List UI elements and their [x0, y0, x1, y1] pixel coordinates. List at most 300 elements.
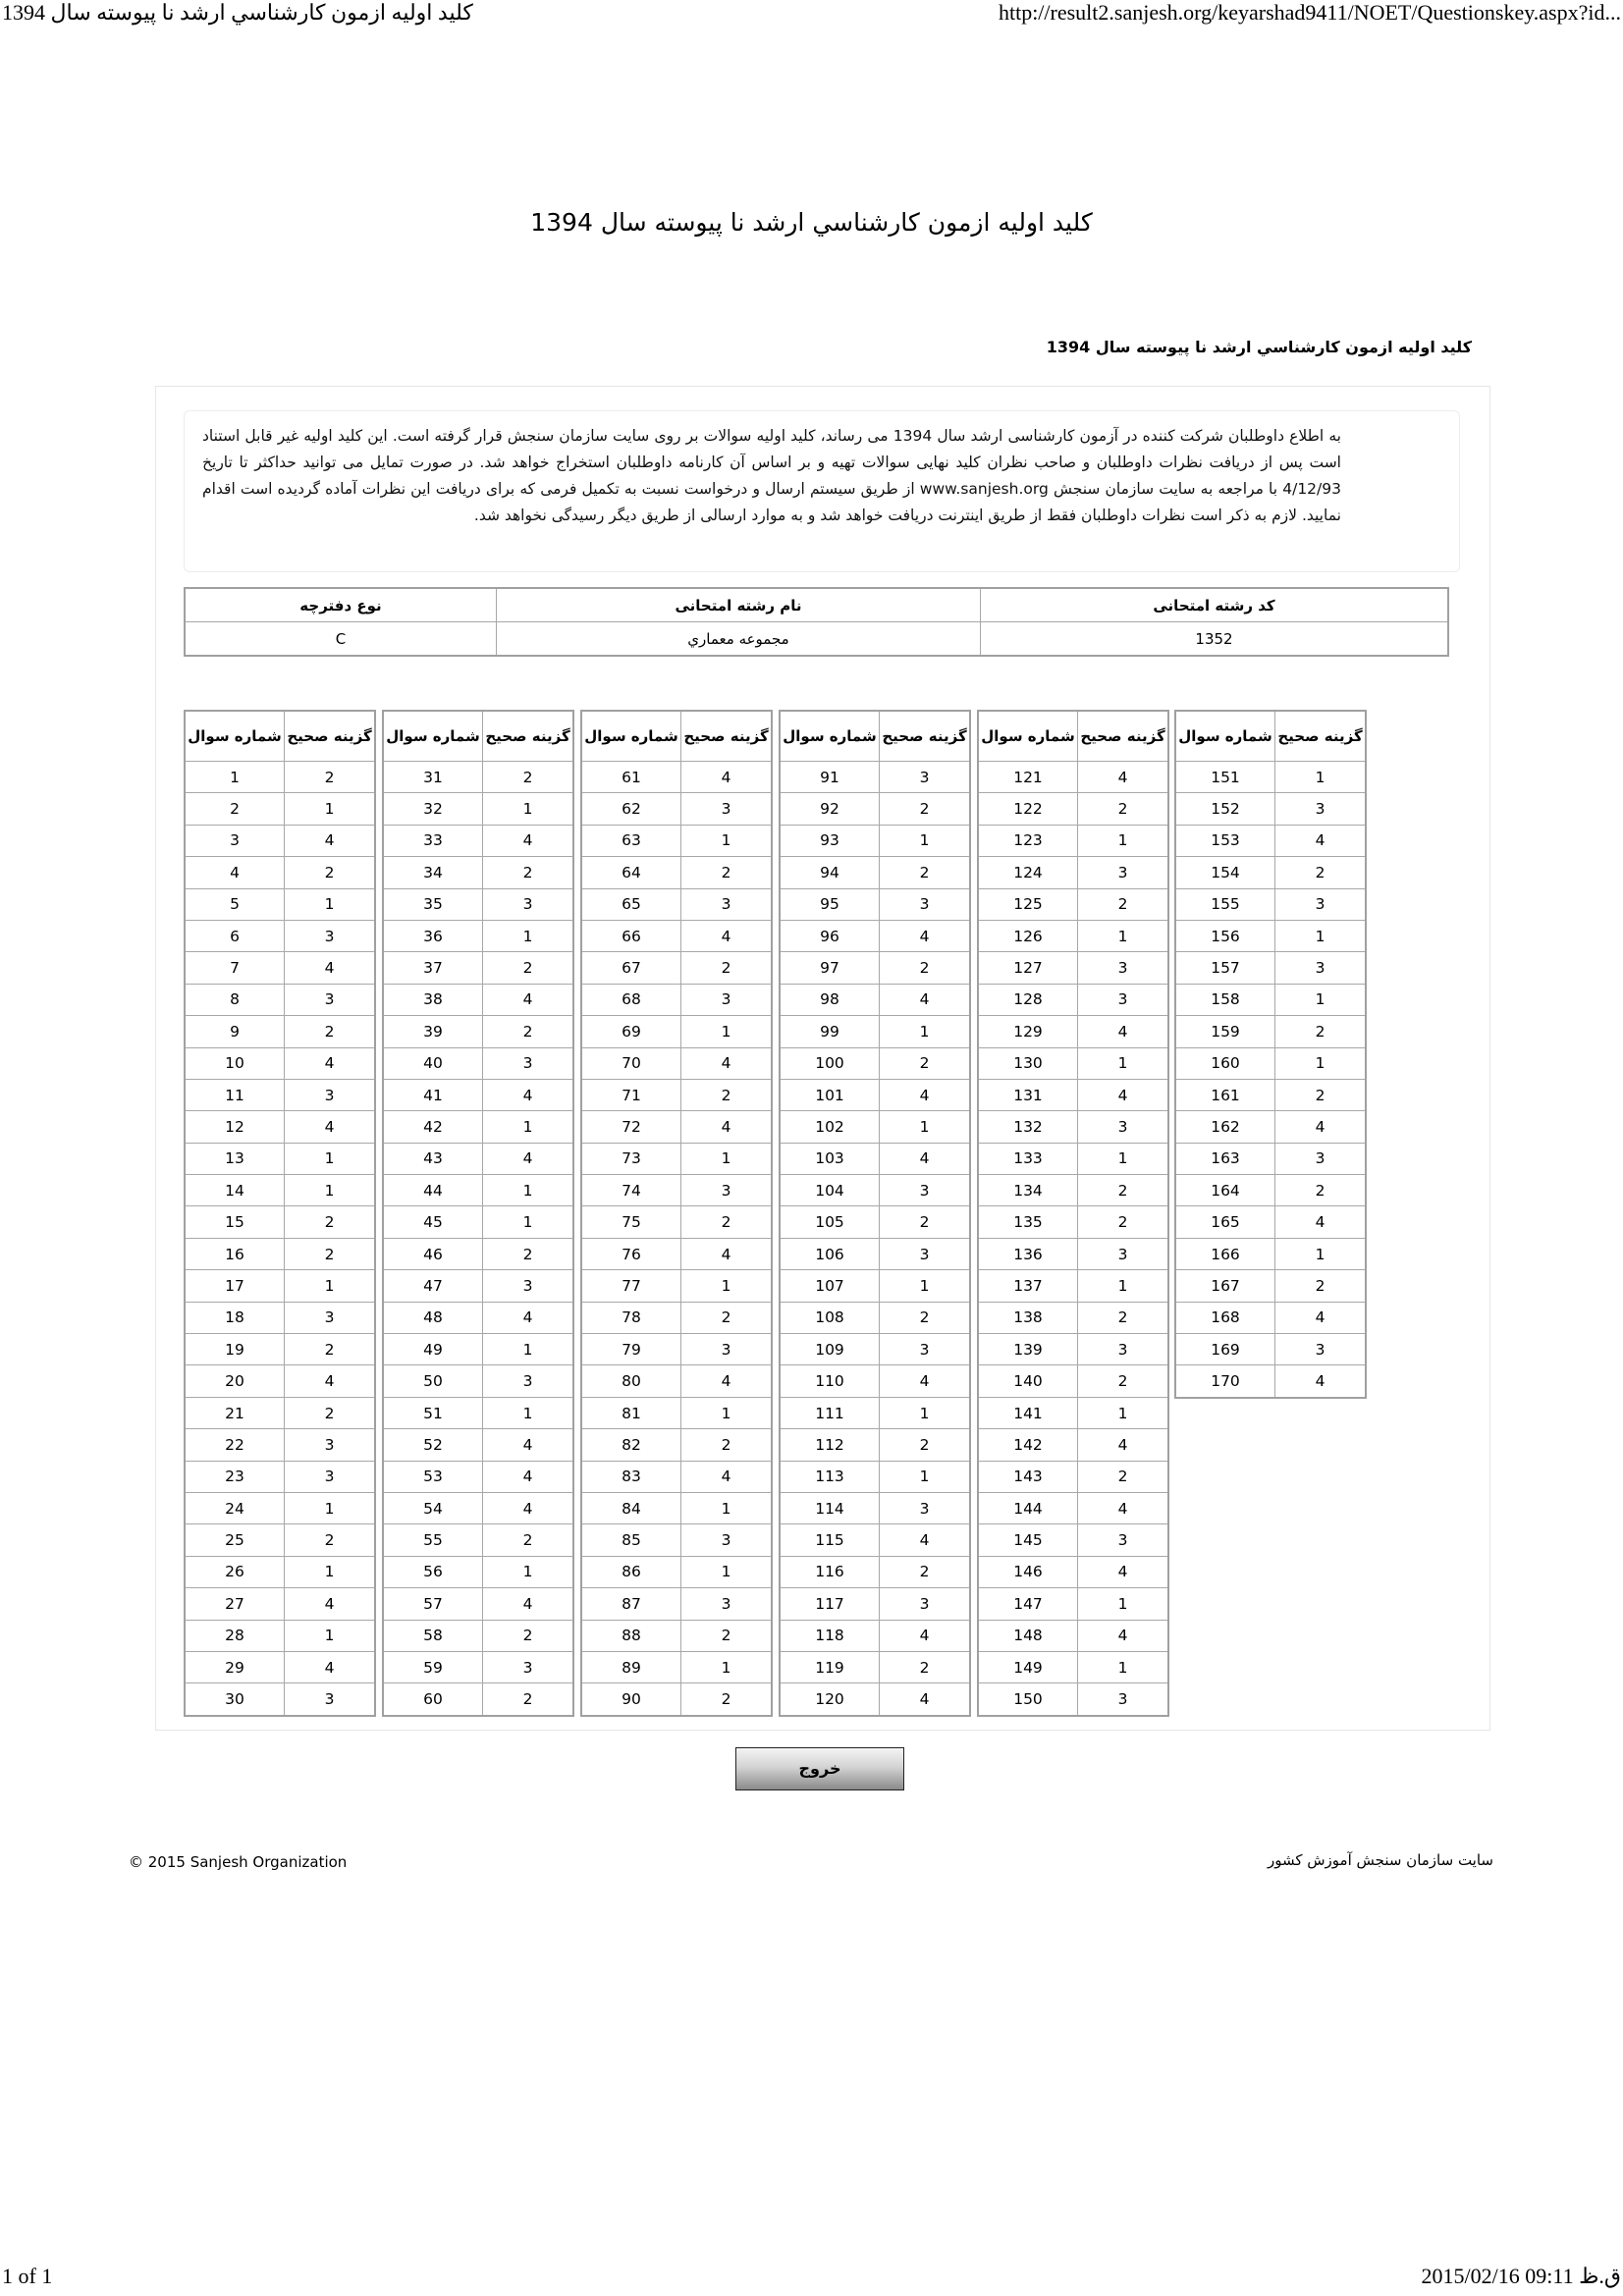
answer-row [581, 1556, 772, 1587]
correct-option: 1 [483, 1206, 574, 1238]
answer-row [780, 920, 970, 951]
correct-option: 2 [285, 1334, 376, 1365]
question-number: 109 [780, 1334, 880, 1365]
correct-option: 2 [285, 857, 376, 888]
question-number: 29 [185, 1651, 285, 1682]
exam-code: 1352 [981, 622, 1449, 657]
answer-row [383, 1302, 573, 1333]
correct-option: 1 [483, 920, 574, 951]
answer-row [1175, 1111, 1366, 1143]
correct-option: 1 [1078, 1588, 1169, 1620]
answer-table-header-row [780, 711, 970, 762]
question-number: 112 [780, 1429, 880, 1461]
question-number: 90 [581, 1683, 681, 1716]
correct-option: 2 [1275, 857, 1367, 888]
answer-row [383, 1334, 573, 1365]
header-correct-option: گزینه صحیح [285, 711, 376, 762]
correct-option: 3 [1078, 984, 1169, 1015]
correct-option: 2 [483, 1524, 574, 1556]
answer-row [581, 920, 772, 951]
answer-row [185, 920, 375, 951]
question-number: 25 [185, 1524, 285, 1556]
correct-option: 4 [285, 952, 376, 984]
question-number: 8 [185, 984, 285, 1015]
answer-row [383, 1111, 573, 1143]
answer-row [581, 1302, 772, 1333]
answer-row [1175, 1302, 1366, 1333]
correct-option: 3 [681, 1334, 773, 1365]
question-number: 67 [581, 952, 681, 984]
correct-option: 3 [880, 888, 971, 920]
correct-option: 4 [1275, 1111, 1367, 1143]
correct-option: 4 [1275, 1365, 1367, 1398]
answer-row [383, 857, 573, 888]
question-number: 75 [581, 1206, 681, 1238]
question-number: 92 [780, 793, 880, 825]
print-header-url: http://result2.sanjesh.org/keyarshad9411/NOET/Questionskey.aspx?id... [998, 0, 1621, 25]
correct-option: 4 [880, 1079, 971, 1110]
answer-row [780, 1079, 970, 1110]
answer-row [383, 1270, 573, 1302]
answer-row [978, 1651, 1168, 1682]
question-number: 111 [780, 1397, 880, 1428]
correct-option: 1 [1078, 1397, 1169, 1428]
answer-row [780, 1270, 970, 1302]
question-number: 58 [383, 1620, 483, 1651]
correct-option: 4 [681, 762, 773, 793]
answer-row [780, 1397, 970, 1428]
correct-option: 4 [1078, 1556, 1169, 1587]
correct-option: 3 [681, 888, 773, 920]
correct-option: 3 [880, 1238, 971, 1269]
correct-option: 3 [285, 920, 376, 951]
answer-row [978, 1175, 1168, 1206]
print-header-title: کلید اولیه ازمون کارشناسي ارشد نا پیوسته سال 1394 [2, 0, 473, 25]
question-number: 145 [978, 1524, 1078, 1556]
answer-row [383, 1492, 573, 1523]
correct-option: 2 [681, 1079, 773, 1110]
answer-row [780, 888, 970, 920]
answer-row [581, 1079, 772, 1110]
answer-row [383, 825, 573, 856]
correct-option: 2 [1275, 1016, 1367, 1047]
correct-option: 4 [880, 1524, 971, 1556]
answer-row [780, 1302, 970, 1333]
question-number: 115 [780, 1524, 880, 1556]
exam-info-header-row [185, 588, 1448, 622]
correct-option: 2 [1078, 888, 1169, 920]
correct-option: 3 [1078, 1683, 1169, 1716]
correct-option: 1 [681, 825, 773, 856]
page-count: 1 of 1 [2, 2264, 53, 2288]
answer-row [1175, 1143, 1366, 1174]
correct-option: 1 [483, 1556, 574, 1587]
question-number: 1 [185, 762, 285, 793]
answer-row [185, 1556, 375, 1587]
correct-option: 1 [1078, 1270, 1169, 1302]
question-number: 151 [1175, 762, 1275, 793]
correct-option: 2 [483, 762, 574, 793]
exit-button[interactable]: خروج [735, 1747, 904, 1790]
answer-row [185, 1238, 375, 1269]
answer-row [1175, 952, 1366, 984]
question-number: 138 [978, 1302, 1078, 1333]
question-number: 83 [581, 1461, 681, 1492]
correct-option: 4 [285, 1365, 376, 1397]
question-number: 9 [185, 1016, 285, 1047]
correct-option: 3 [880, 1175, 971, 1206]
correct-option: 3 [285, 1429, 376, 1461]
answer-table [184, 710, 376, 1717]
answer-row [383, 1524, 573, 1556]
question-number: 54 [383, 1492, 483, 1523]
question-number: 133 [978, 1143, 1078, 1174]
correct-option: 3 [483, 1651, 574, 1682]
correct-option: 1 [681, 1270, 773, 1302]
correct-option: 3 [1078, 1334, 1169, 1365]
answer-row [1175, 1365, 1366, 1398]
question-number: 99 [780, 1016, 880, 1047]
question-number: 39 [383, 1016, 483, 1047]
question-number: 68 [581, 984, 681, 1015]
answer-row [383, 1175, 573, 1206]
header-correct-option: گزینه صحیح [1078, 711, 1169, 762]
question-number: 71 [581, 1079, 681, 1110]
correct-option: 3 [880, 1334, 971, 1365]
question-number: 19 [185, 1334, 285, 1365]
answer-row [581, 1334, 772, 1365]
correct-option: 3 [681, 1524, 773, 1556]
question-number: 10 [185, 1047, 285, 1079]
question-number: 129 [978, 1016, 1078, 1047]
answer-row [978, 888, 1168, 920]
question-number: 84 [581, 1492, 681, 1523]
answer-row [581, 1047, 772, 1079]
answer-row [780, 1492, 970, 1523]
question-number: 80 [581, 1365, 681, 1397]
correct-option: 3 [1078, 1238, 1169, 1269]
correct-option: 1 [1078, 920, 1169, 951]
answer-row [978, 1429, 1168, 1461]
question-number: 30 [185, 1683, 285, 1716]
answer-row [978, 1047, 1168, 1079]
correct-option: 1 [285, 1143, 376, 1174]
correct-option: 3 [681, 793, 773, 825]
answer-row [383, 888, 573, 920]
question-number: 168 [1175, 1302, 1275, 1333]
question-number: 139 [978, 1334, 1078, 1365]
correct-option: 1 [285, 1556, 376, 1587]
correct-option: 3 [681, 1588, 773, 1620]
correct-option: 4 [880, 1683, 971, 1716]
question-number: 76 [581, 1238, 681, 1269]
correct-option: 3 [1078, 1111, 1169, 1143]
correct-option: 1 [1078, 1651, 1169, 1682]
question-number: 161 [1175, 1079, 1275, 1110]
correct-option: 1 [681, 1143, 773, 1174]
question-number: 21 [185, 1397, 285, 1428]
question-number: 155 [1175, 888, 1275, 920]
question-number: 160 [1175, 1047, 1275, 1079]
correct-option: 1 [1078, 825, 1169, 856]
question-number: 74 [581, 1175, 681, 1206]
question-number: 6 [185, 920, 285, 951]
answer-row [780, 1111, 970, 1143]
question-number: 15 [185, 1206, 285, 1238]
correct-option: 1 [1275, 920, 1367, 951]
correct-option: 4 [681, 1238, 773, 1269]
correct-option: 3 [483, 1365, 574, 1397]
question-number: 103 [780, 1143, 880, 1174]
correct-option: 1 [681, 1492, 773, 1523]
correct-option: 2 [880, 1302, 971, 1333]
correct-option: 3 [1078, 952, 1169, 984]
header-question-number: شماره سوال [185, 711, 285, 762]
question-number: 158 [1175, 984, 1275, 1015]
answer-row [581, 1492, 772, 1523]
question-number: 86 [581, 1556, 681, 1587]
correct-option: 4 [285, 1588, 376, 1620]
answer-row [185, 762, 375, 793]
answer-row [383, 1651, 573, 1682]
answer-row [185, 1047, 375, 1079]
answer-row [581, 1238, 772, 1269]
answer-row [780, 1047, 970, 1079]
correct-option: 1 [681, 1016, 773, 1047]
question-number: 61 [581, 762, 681, 793]
question-number: 159 [1175, 1016, 1275, 1047]
correct-option: 2 [483, 1238, 574, 1269]
question-number: 157 [1175, 952, 1275, 984]
correct-option: 2 [1078, 793, 1169, 825]
answer-row [780, 857, 970, 888]
answer-row [185, 1651, 375, 1682]
correct-option: 4 [1078, 1429, 1169, 1461]
correct-option: 4 [880, 920, 971, 951]
question-number: 170 [1175, 1365, 1275, 1398]
correct-option: 1 [483, 793, 574, 825]
correct-option: 4 [1078, 1016, 1169, 1047]
answer-row [1175, 1334, 1366, 1365]
answer-row [185, 793, 375, 825]
correct-option: 1 [285, 793, 376, 825]
correct-option: 2 [1078, 1365, 1169, 1397]
correct-option: 3 [483, 1270, 574, 1302]
answer-row [780, 1620, 970, 1651]
correct-option: 4 [681, 1111, 773, 1143]
question-number: 126 [978, 920, 1078, 951]
question-number: 31 [383, 762, 483, 793]
correct-option: 3 [285, 1079, 376, 1110]
answer-row [1175, 857, 1366, 888]
question-number: 85 [581, 1524, 681, 1556]
answer-row [185, 857, 375, 888]
answer-row [383, 1079, 573, 1110]
question-number: 148 [978, 1620, 1078, 1651]
correct-option: 1 [285, 888, 376, 920]
question-number: 72 [581, 1111, 681, 1143]
question-number: 18 [185, 1302, 285, 1333]
answer-table [977, 710, 1169, 1717]
question-number: 131 [978, 1079, 1078, 1110]
correct-option: 4 [285, 1111, 376, 1143]
question-number: 140 [978, 1365, 1078, 1397]
question-number: 33 [383, 825, 483, 856]
correct-option: 1 [483, 1175, 574, 1206]
correct-option: 1 [880, 825, 971, 856]
answer-row [978, 1016, 1168, 1047]
answer-row [185, 1270, 375, 1302]
question-number: 79 [581, 1334, 681, 1365]
correct-option: 2 [1078, 1175, 1169, 1206]
question-number: 42 [383, 1111, 483, 1143]
site-name-link[interactable]: سایت سازمان سنجش آموزش کشور [1267, 1851, 1493, 1869]
question-number: 59 [383, 1651, 483, 1682]
answer-row [581, 825, 772, 856]
question-number: 150 [978, 1683, 1078, 1716]
correct-option: 4 [483, 984, 574, 1015]
answer-row [185, 1079, 375, 1110]
header-question-number: شماره سوال [978, 711, 1078, 762]
correct-option: 4 [681, 1365, 773, 1397]
correct-option: 4 [880, 1143, 971, 1174]
answer-row [383, 1238, 573, 1269]
question-number: 5 [185, 888, 285, 920]
correct-option: 3 [681, 1175, 773, 1206]
correct-option: 1 [285, 1620, 376, 1651]
answer-row [185, 888, 375, 920]
question-number: 91 [780, 762, 880, 793]
question-number: 101 [780, 1079, 880, 1110]
answer-table-header-row [185, 711, 375, 762]
header-correct-option: گزینه صحیح [681, 711, 773, 762]
question-number: 153 [1175, 825, 1275, 856]
answer-row [383, 1588, 573, 1620]
question-number: 98 [780, 984, 880, 1015]
question-number: 105 [780, 1206, 880, 1238]
answer-row [185, 825, 375, 856]
answer-row [185, 1365, 375, 1397]
question-number: 37 [383, 952, 483, 984]
correct-option: 3 [1275, 793, 1367, 825]
question-number: 24 [185, 1492, 285, 1523]
question-number: 143 [978, 1461, 1078, 1492]
answer-row [185, 1429, 375, 1461]
correct-option: 1 [1078, 1143, 1169, 1174]
answer-row [780, 1588, 970, 1620]
correct-option: 2 [1078, 1206, 1169, 1238]
question-number: 73 [581, 1143, 681, 1174]
question-number: 53 [383, 1461, 483, 1492]
question-number: 81 [581, 1397, 681, 1428]
answer-row [185, 1588, 375, 1620]
answer-row [581, 1143, 772, 1174]
exam-info-table [184, 587, 1449, 657]
answer-table [779, 710, 971, 1717]
correct-option: 2 [1275, 1079, 1367, 1110]
answer-row [383, 1016, 573, 1047]
answer-row [185, 1492, 375, 1523]
answer-row [185, 1206, 375, 1238]
correct-option: 2 [1275, 1270, 1367, 1302]
answer-row [185, 984, 375, 1015]
correct-option: 4 [1275, 1206, 1367, 1238]
correct-option: 3 [285, 1461, 376, 1492]
correct-option: 1 [880, 1397, 971, 1428]
correct-option: 4 [1078, 1079, 1169, 1110]
correct-option: 1 [1275, 1047, 1367, 1079]
question-number: 46 [383, 1238, 483, 1269]
correct-option: 2 [285, 1238, 376, 1269]
answer-row [383, 1620, 573, 1651]
answer-row [978, 1683, 1168, 1716]
correct-option: 3 [483, 1047, 574, 1079]
answer-row [780, 1365, 970, 1397]
correct-option: 3 [1275, 888, 1367, 920]
correct-option: 3 [880, 1588, 971, 1620]
correct-option: 1 [483, 1111, 574, 1143]
correct-option: 2 [285, 762, 376, 793]
question-number: 100 [780, 1047, 880, 1079]
answer-row [383, 793, 573, 825]
correct-option: 3 [285, 1683, 376, 1716]
question-number: 96 [780, 920, 880, 951]
correct-option: 3 [1275, 1143, 1367, 1174]
answer-row [978, 1461, 1168, 1492]
answer-row [780, 1143, 970, 1174]
correct-option: 1 [681, 1651, 773, 1682]
correct-option: 4 [681, 1047, 773, 1079]
correct-option: 2 [483, 1620, 574, 1651]
question-number: 162 [1175, 1111, 1275, 1143]
answer-row [581, 1461, 772, 1492]
question-number: 95 [780, 888, 880, 920]
correct-option: 1 [483, 1397, 574, 1428]
question-number: 27 [185, 1588, 285, 1620]
answer-row [1175, 1079, 1366, 1110]
correct-option: 4 [483, 1492, 574, 1523]
question-number: 13 [185, 1143, 285, 1174]
question-number: 104 [780, 1175, 880, 1206]
question-number: 2 [185, 793, 285, 825]
question-number: 35 [383, 888, 483, 920]
answer-row [978, 1556, 1168, 1587]
question-number: 124 [978, 857, 1078, 888]
answer-row [978, 1206, 1168, 1238]
question-number: 49 [383, 1334, 483, 1365]
answer-row [780, 1334, 970, 1365]
question-number: 144 [978, 1492, 1078, 1523]
header-correct-option: گزینه صحیح [880, 711, 971, 762]
question-number: 69 [581, 1016, 681, 1047]
correct-option: 2 [880, 1556, 971, 1587]
correct-option: 2 [880, 1047, 971, 1079]
answer-row [978, 1270, 1168, 1302]
correct-option: 3 [1275, 952, 1367, 984]
header-exam-name: نام رشته امتحانی [497, 588, 981, 622]
answer-row [1175, 825, 1366, 856]
answer-row [383, 952, 573, 984]
answer-row [1175, 1270, 1366, 1302]
answer-row [383, 984, 573, 1015]
print-datetime: 2015/02/16 09:11 ق.ظ [1421, 2264, 1621, 2288]
correct-option: 4 [681, 1461, 773, 1492]
correct-option: 2 [483, 857, 574, 888]
answer-row [383, 1397, 573, 1428]
answer-table-header-row [383, 711, 573, 762]
question-number: 11 [185, 1079, 285, 1110]
answer-row [978, 1620, 1168, 1651]
